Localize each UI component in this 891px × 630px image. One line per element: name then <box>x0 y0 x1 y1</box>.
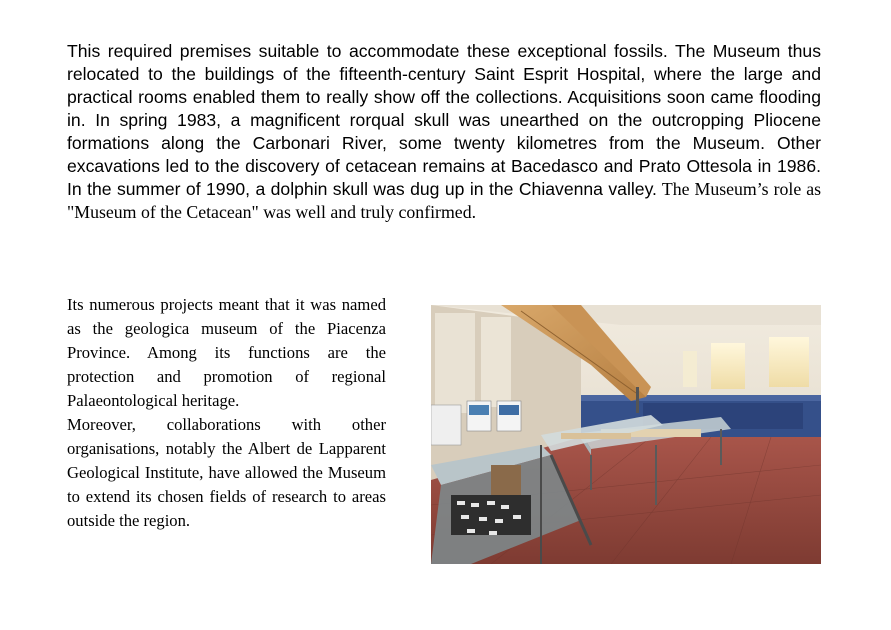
collaborations-paragraph: Moreover, collaborations with other organisations, notably the Albert de Lapparent Geological Institute, have allowed the Museum to extend its chosen fields of research to areas outside the region. <box>67 415 386 530</box>
left-text-column <box>67 293 386 533</box>
intro-sans-text: This required premises suitable to accommodate these exceptional fossils. The Museum thus relocated to the buildings of the fifteenth-century Saint Esprit Hospital, where the large and practical rooms enabled them to really show off the collections. Acquisitions soon came flooding in. In spring 1983, a magnificent rorqual skull was unearthed on the outcropping Pliocene formations along the Carbonari River, some twenty kilometres from the Museum. Other excavations led to the discovery of cetacean remains at Bacedasco and Prato Ottesola in 1986. In the summer of 1990, a dolphin skull was dug up in the Chiavenna valley. <box>67 41 821 199</box>
museum-gallery-photo <box>431 305 821 564</box>
intro-serif-text: The Museum’s role as "Museum of the Cetacean" was well and truly confirmed. <box>67 179 822 222</box>
projects-paragraph: Its numerous projects meant that it was named as the geologica museum of the Piacenza Province. Among its functions are the protection and promotion of regional Palaeontological heritage. <box>67 295 386 410</box>
intro-paragraph <box>67 40 821 224</box>
